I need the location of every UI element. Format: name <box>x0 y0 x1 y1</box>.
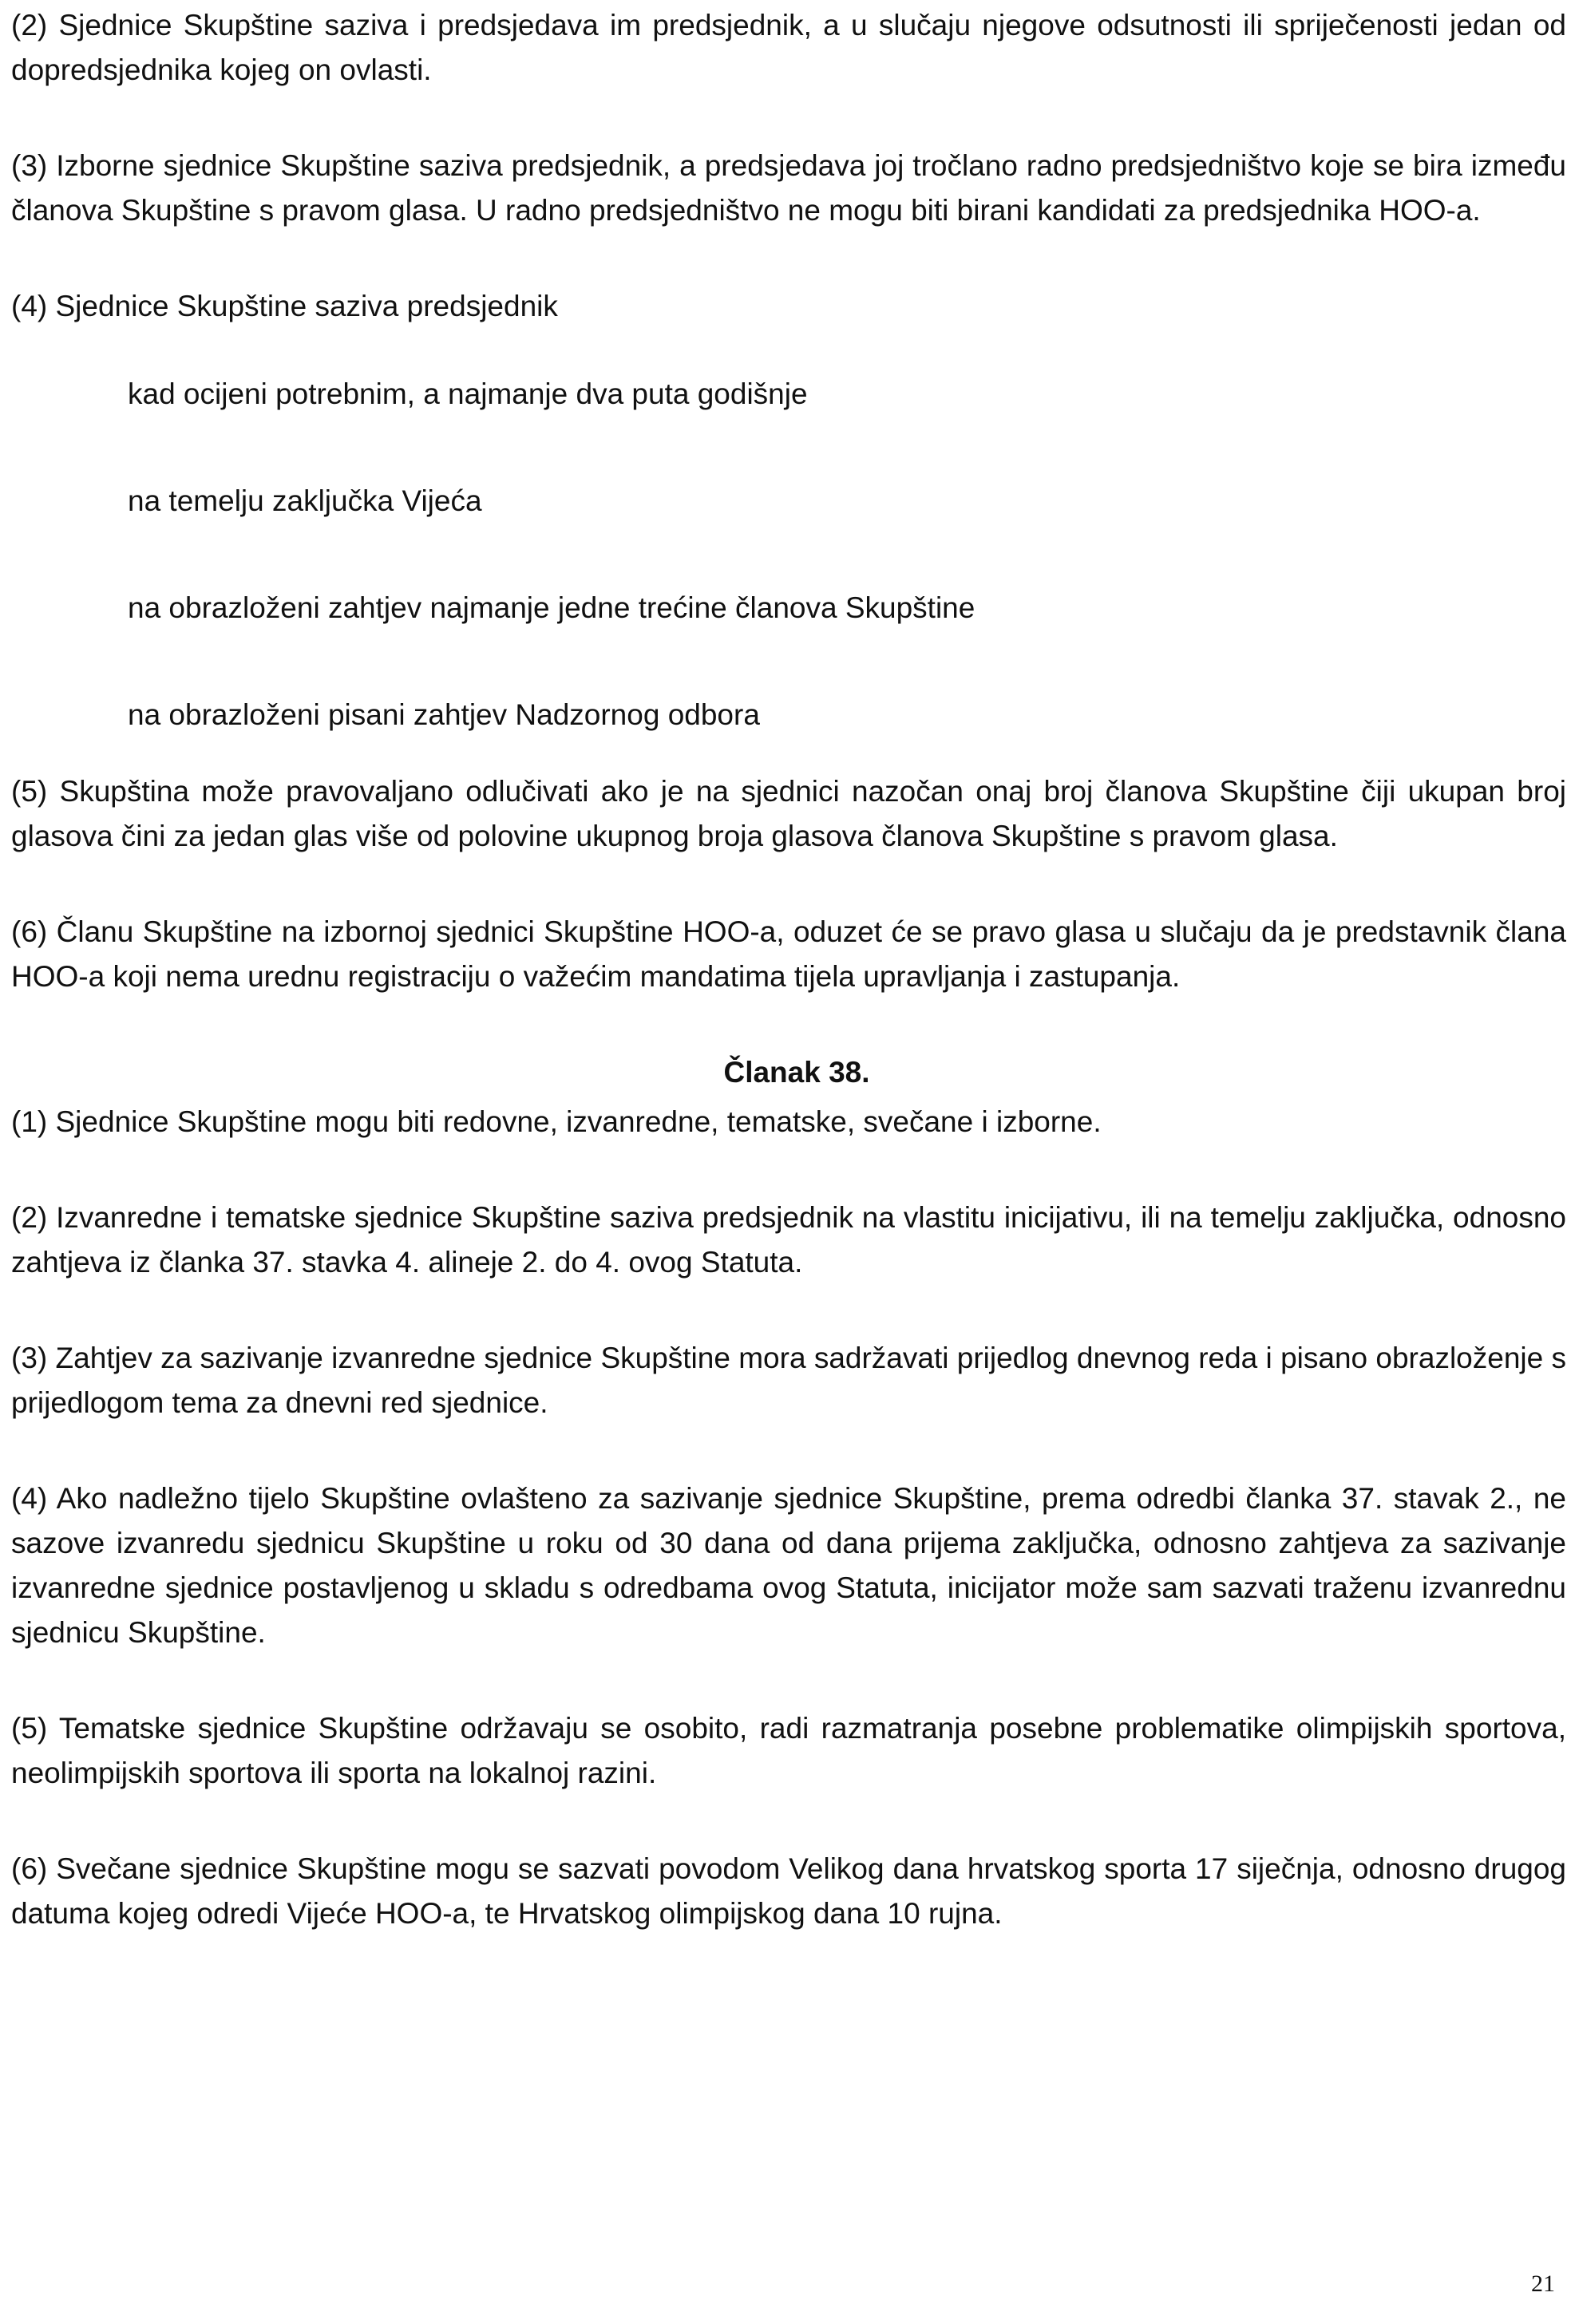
paragraph-38-6: (6) Svečane sjednice Skupštine mogu se sazvati povodom Velikog dana hrvatskog sporta 17 siječnja, odnosno drugog datuma kojeg odredi Vijeće HOO-a, te Hrvatskog olimpijskog dana 10 rujna. <box>11 1852 1566 1930</box>
paragraph-38-5: (5) Tematske sjednice Skupštine održavaju se osobito, radi razmatranja posebne problematike olimpijskih sportova, neolimpijskih sportova ili sporta na lokalnoj razini. <box>11 1712 1566 1789</box>
paragraph-38-3: (3) Zahtjev za sazivanje izvanredne sjednice Skupštine mora sadržavati prijedlog dnevnog reda i pisano obrazloženje s prijedlogom tema za dnevni red sjednice. <box>11 1342 1566 1419</box>
list-item: na temelju zaključka Vijeća <box>128 484 482 517</box>
paragraph-37-2: (2) Sjednice Skupštine saziva i predsjedava im predsjednik, a u slučaju njegove odsutnosti ili spriječenosti jedan od dopredsjednika kojeg on ovlasti. <box>11 9 1566 86</box>
page-number: 21 <box>1531 2271 1555 2297</box>
paragraph-38-2: (2) Izvanredne i tematske sjednice Skupštine saziva predsjednik na vlastitu inicijativu, ili na temelju zaključka, odnosno zahtjeva iz članka 37. stavka 4. alineje 2. do 4. ovog Statuta. <box>11 1201 1566 1279</box>
paragraph-37-4-intro: (4) Sjednice Skupštine saziva predsjednik <box>11 290 558 322</box>
article-heading: Članak 38. <box>723 1056 870 1089</box>
paragraph-38-4: (4) Ako nadležno tijelo Skupštine ovlašteno za sazivanje sjednice Skupštine, prema odredbi članka 37. stavak 2., ne sazove izvanredu sjednicu Skupštine u roku od 30 dana od dana prijema zaključka, odnosno zahtjeva za sazivanje izvanredne sjednice postavljenog u skladu s odredbama ovog Statuta, inicijator može sam sazvati traženu izvanrednu sjednicu Skupštine. <box>11 1482 1566 1649</box>
document-page <box>11 3 1566 1987</box>
paragraph-37-3: (3) Izborne sjednice Skupštine saziva predsjednik, a predsjedava joj tročlano radno predsjedništvo koje se bira između članova Skupštine s pravom glasa. U radno predsjedništvo ne mogu biti birani kandidati za predsjednika HOO-a. <box>11 149 1566 227</box>
indent-list <box>11 372 1566 737</box>
paragraph-37-6: (6) Članu Skupštine na izbornoj sjednici Skupštine HOO-a, oduzet će se pravo glasa u slučaju da je predstavnik člana HOO-a koji nema urednu registraciju o važećim mandatima tijela upravljanja i zastupanja. <box>11 915 1566 993</box>
list-item: na obrazloženi zahtjev najmanje jedne trećine članova Skupštine <box>128 591 975 624</box>
paragraph-37-5: (5) Skupština može pravovaljano odlučivati ako je na sjednici nazočan onaj broj članova Skupštine čiji ukupan broj glasova čini za jedan glas više od polovine ukupnog broja glasova članova Skupštine s pravom glasa. <box>11 775 1566 852</box>
list-item: kad ocijeni potrebnim, a najmanje dva puta godišnje <box>128 377 808 410</box>
list-item: na obrazloženi pisani zahtjev Nadzornog odbora <box>128 698 760 731</box>
paragraph-38-1: (1) Sjednice Skupštine mogu biti redovne, izvanredne, tematske, svečane i izborne. <box>11 1105 1102 1138</box>
